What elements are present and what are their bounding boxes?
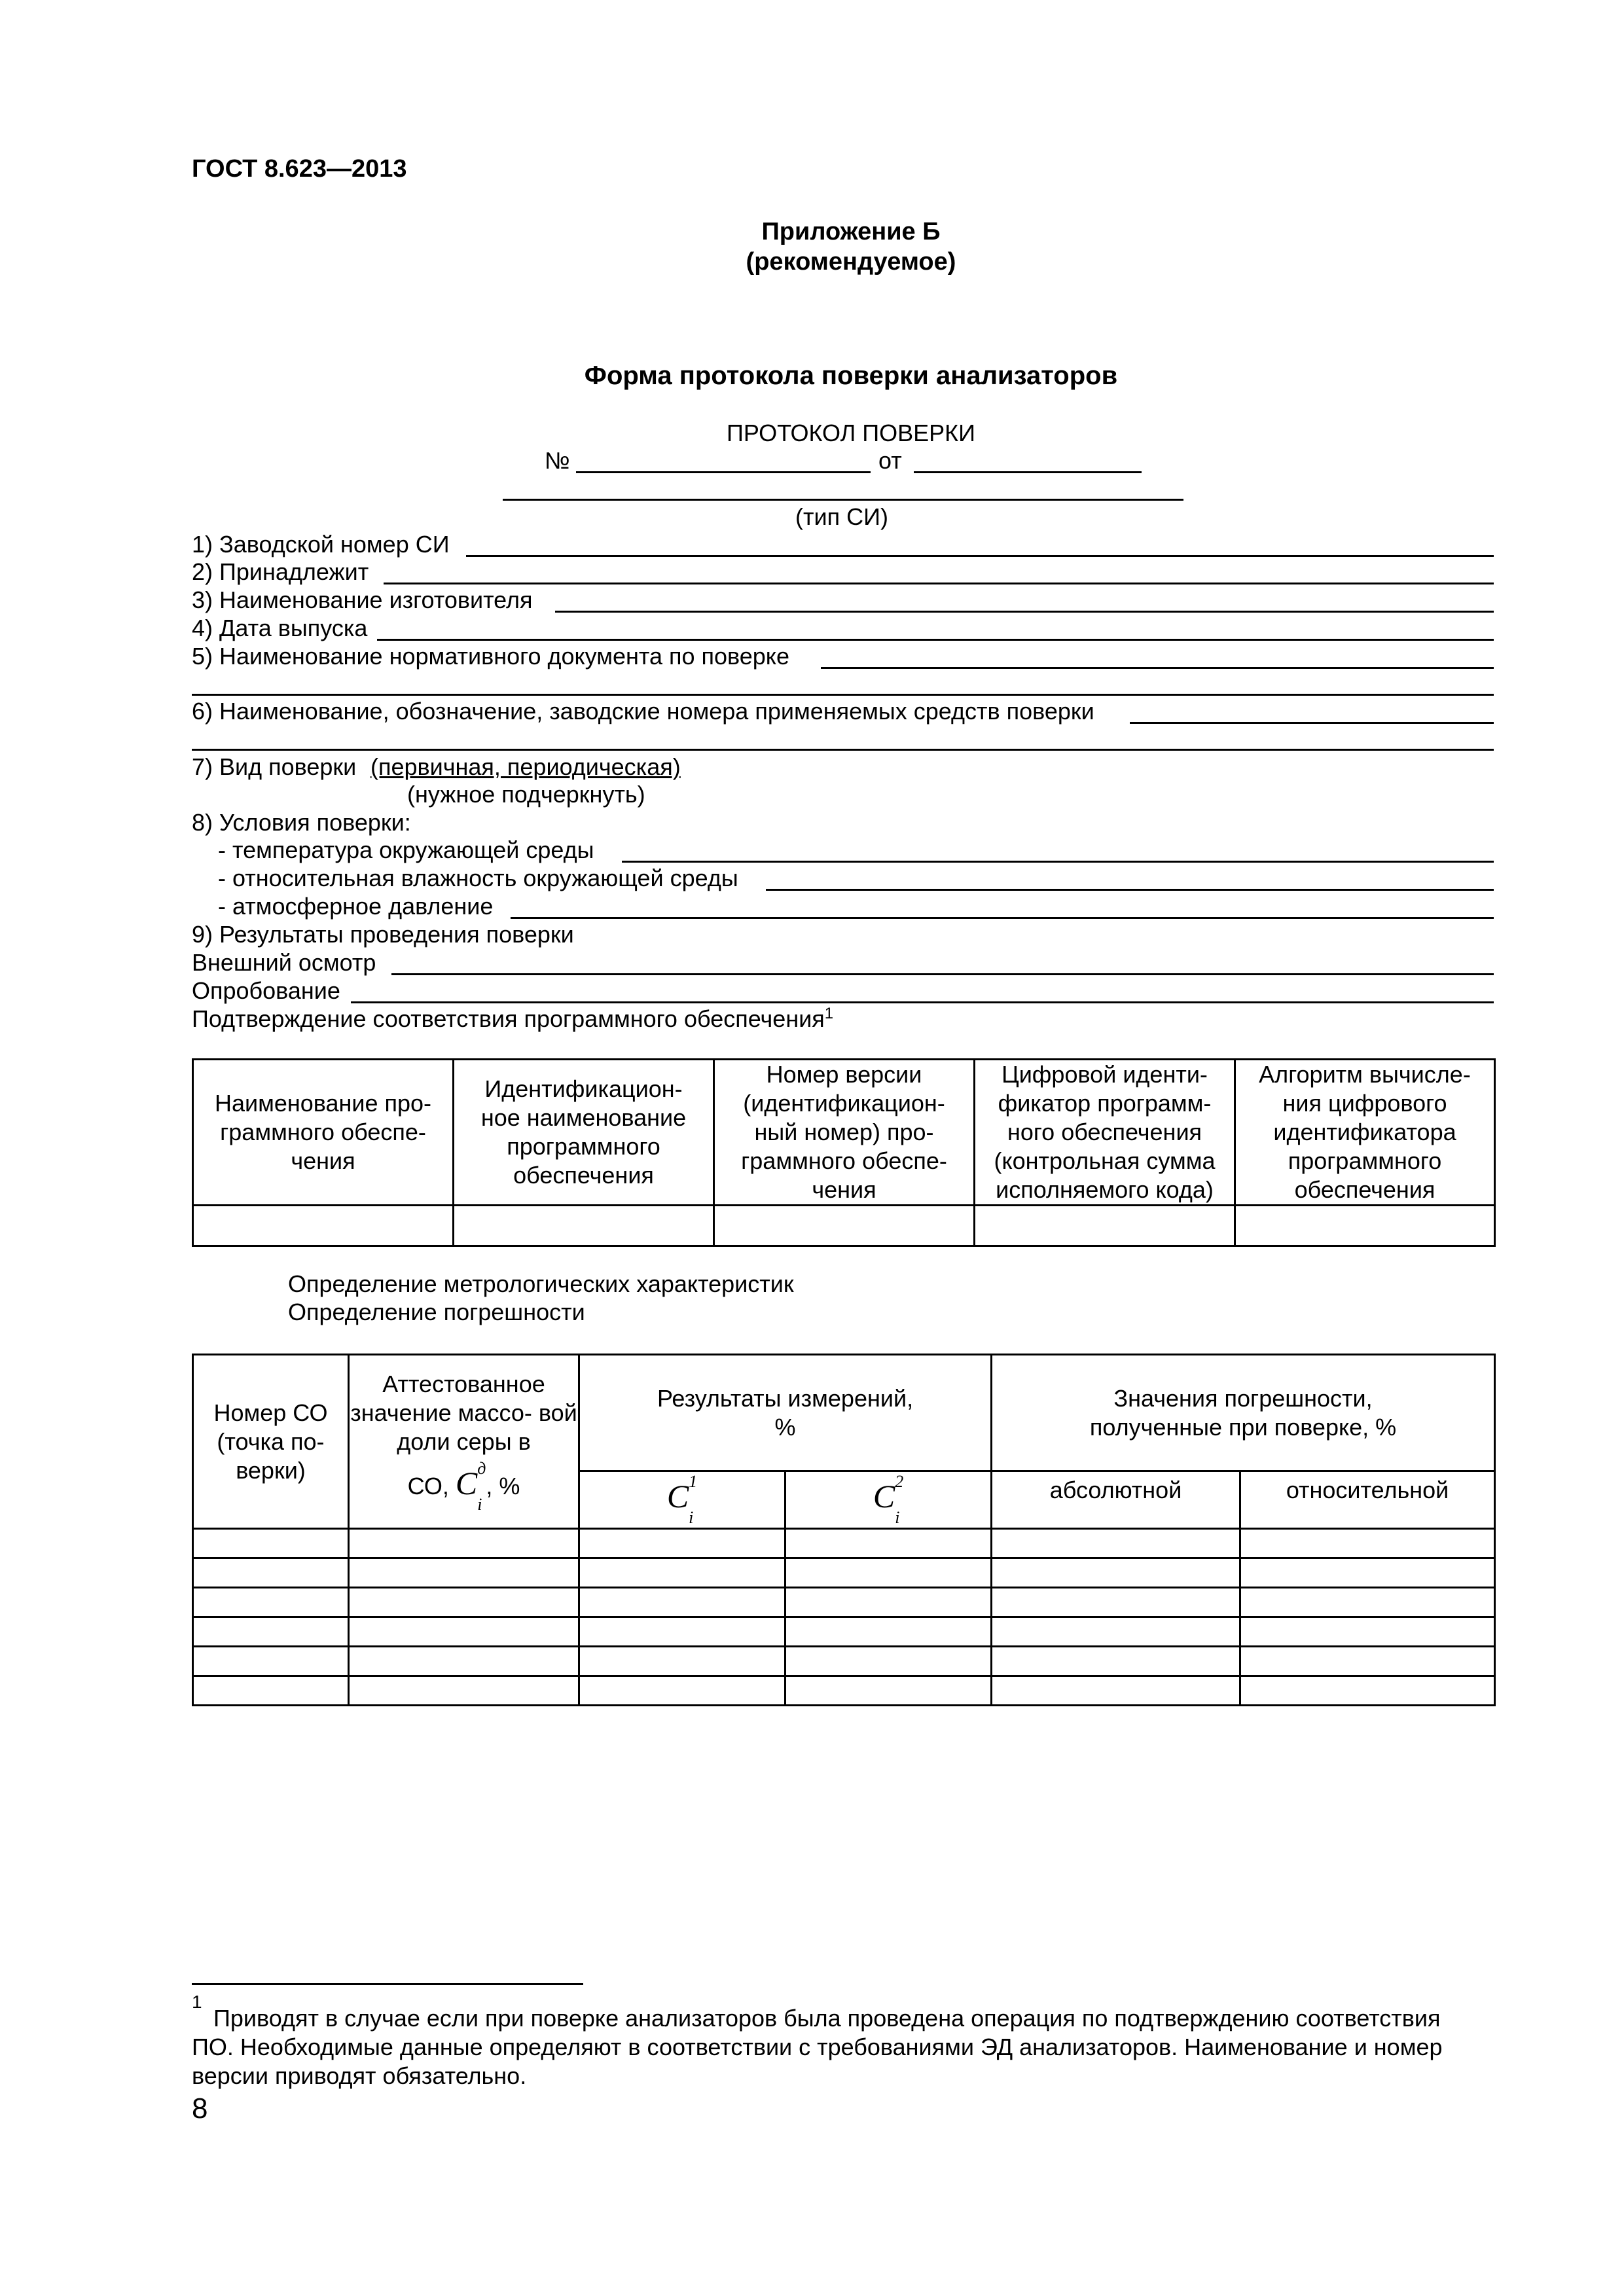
field-conditions-label: 8) Условия поверки: xyxy=(192,809,411,836)
table-cell[interactable] xyxy=(785,1676,992,1706)
field-software-label xyxy=(192,1005,833,1033)
software-name-header: Наименование про- граммного обеспе- чения xyxy=(193,1060,454,1206)
table-cell[interactable] xyxy=(349,1617,579,1647)
field-external-inspection-line[interactable] xyxy=(391,973,1494,975)
field-normative-doc-line[interactable] xyxy=(821,667,1494,669)
field-normative-doc-label: 5) Наименование нормативного документа по поверке xyxy=(192,643,789,670)
field-serial-line[interactable] xyxy=(466,555,1494,557)
ci-letter: C xyxy=(873,1477,895,1515)
field-equipment-line-2[interactable] xyxy=(192,749,1494,751)
field-humidity-label: - относительная влажность окружающей среды xyxy=(218,865,738,891)
field-humidity-line[interactable] xyxy=(766,889,1494,891)
table-cell[interactable] xyxy=(579,1647,785,1676)
protocol-number-field[interactable] xyxy=(576,471,871,473)
ci-letter: C xyxy=(666,1477,689,1515)
field-normative-doc-line-2[interactable] xyxy=(192,694,1494,696)
table-cell[interactable] xyxy=(193,1647,349,1676)
table-cell[interactable] xyxy=(785,1647,992,1676)
table-cell[interactable] xyxy=(193,1558,349,1588)
table-cell[interactable] xyxy=(193,1617,349,1647)
table-cell[interactable] xyxy=(992,1647,1240,1676)
ci-sup: 2 xyxy=(895,1472,904,1492)
table-cell[interactable] xyxy=(193,1206,454,1246)
ci2-header xyxy=(785,1471,992,1529)
software-version-header: Номер версии (идентификацион- ный номер) про- граммного обеспе- чения xyxy=(714,1060,975,1206)
table-cell[interactable] xyxy=(992,1676,1240,1706)
field-manufacturer-label: 3) Наименование изготовителя xyxy=(192,586,533,613)
table-cell[interactable] xyxy=(1235,1206,1495,1246)
field-issue-date-line[interactable] xyxy=(377,639,1494,641)
error-table-header-row xyxy=(193,1355,1495,1471)
table-row xyxy=(193,1617,1495,1647)
table-row xyxy=(193,1588,1495,1617)
table-cell[interactable] xyxy=(349,1676,579,1706)
ci-letter: C xyxy=(455,1464,478,1501)
table-cell[interactable] xyxy=(349,1558,579,1588)
certified-value-text: Аттестованное значение массо- вой доли серы в xyxy=(350,1371,577,1456)
annex-title: Приложение Б xyxy=(761,218,941,245)
field-verification-type-hint: (нужное подчеркнуть) xyxy=(407,781,645,808)
relative-error-header: относительной xyxy=(1240,1471,1495,1529)
document-header: ГОСТ 8.623—2013 xyxy=(192,155,407,183)
table-cell[interactable] xyxy=(454,1206,714,1246)
table-row xyxy=(193,1558,1495,1588)
table-cell[interactable] xyxy=(349,1647,579,1676)
table-cell[interactable] xyxy=(714,1206,975,1246)
annex-type: (рекомендуемое) xyxy=(746,248,956,276)
software-algorithm-header: Алгоритм вычисле- ния цифрового идентификатора программного обеспечения xyxy=(1235,1060,1495,1206)
protocol-title: ПРОТОКОЛ ПОВЕРКИ xyxy=(726,420,976,446)
table-cell[interactable] xyxy=(992,1617,1240,1647)
error-values-header: Значения погрешности, полученные при поверке, % xyxy=(992,1355,1495,1471)
ci-sub: i xyxy=(895,1507,900,1527)
table-cell[interactable] xyxy=(579,1617,785,1647)
reference-material-header: Номер СО (точка по- верки) xyxy=(193,1355,349,1529)
field-equipment-label: 6) Наименование, обозначение, заводские номера применяемых средств поверки xyxy=(192,698,1094,725)
table-row xyxy=(193,1206,1495,1246)
table-row xyxy=(193,1676,1495,1706)
footnote-text-line-2: ПО. Необходимые данные определяют в соответствии с требованиями ЭД анализаторов. Наименование и номер xyxy=(192,2034,1443,2060)
error-table xyxy=(192,1354,1496,1706)
software-label-text: Подтверждение соответствия программного обеспечения xyxy=(192,1005,825,1032)
protocol-date-label: от xyxy=(878,447,902,474)
error-heading: Определение погрешности xyxy=(288,1299,585,1325)
field-owner-label: 2) Принадлежит xyxy=(192,558,369,585)
field-results-label: 9) Результаты проведения поверки xyxy=(192,921,574,948)
field-temperature-label: - температура окружающей среды xyxy=(218,836,594,863)
software-id-name-header: Идентификацион- ное наименование программного обеспечения xyxy=(454,1060,714,1206)
table-cell[interactable] xyxy=(992,1529,1240,1558)
table-cell[interactable] xyxy=(992,1588,1240,1617)
footnote-divider xyxy=(192,1983,583,1985)
table-cell[interactable] xyxy=(579,1558,785,1588)
table-cell[interactable] xyxy=(193,1588,349,1617)
table-cell[interactable] xyxy=(1240,1617,1495,1647)
ci-sub: i xyxy=(477,1494,482,1514)
ci-sup: 1 xyxy=(689,1472,698,1492)
instrument-type-caption: (тип СИ) xyxy=(795,503,888,530)
table-cell[interactable] xyxy=(975,1206,1235,1246)
table-cell[interactable] xyxy=(579,1588,785,1617)
field-issue-date-label: 4) Дата выпуска xyxy=(192,615,368,641)
table-cell[interactable] xyxy=(1240,1647,1495,1676)
field-manufacturer-line[interactable] xyxy=(555,611,1494,613)
table-cell[interactable] xyxy=(785,1529,992,1558)
table-cell[interactable] xyxy=(349,1588,579,1617)
field-pressure-label: - атмосферное давление xyxy=(218,893,494,920)
instrument-type-field[interactable] xyxy=(503,499,1183,501)
protocol-date-field[interactable] xyxy=(914,471,1142,473)
table-cell[interactable] xyxy=(193,1529,349,1558)
co-label: СО, xyxy=(407,1472,449,1499)
table-cell[interactable] xyxy=(193,1676,349,1706)
table-cell[interactable] xyxy=(1240,1588,1495,1617)
unit-label: , % xyxy=(486,1472,520,1499)
ci-d-symbol xyxy=(455,1459,486,1514)
form-title: Форма протокола поверки анализаторов xyxy=(584,361,1118,390)
page-number: 8 xyxy=(192,2092,208,2125)
table-cell[interactable] xyxy=(579,1676,785,1706)
field-equipment-line[interactable] xyxy=(1130,722,1494,724)
ci-sub: i xyxy=(689,1507,694,1527)
footnote-text-line-3: версии приводят обязательно. xyxy=(192,2062,527,2089)
certified-value-symbol xyxy=(350,1460,578,1513)
field-owner-line[interactable] xyxy=(384,583,1494,584)
absolute-error-header: абсолютной xyxy=(992,1471,1240,1529)
table-cell[interactable] xyxy=(785,1588,992,1617)
table-cell[interactable] xyxy=(1240,1529,1495,1558)
table-cell[interactable] xyxy=(992,1558,1240,1588)
ci1-header xyxy=(579,1471,785,1529)
measurement-results-header: Результаты измерений, % xyxy=(579,1355,992,1471)
table-cell[interactable] xyxy=(1240,1676,1495,1706)
certified-value-header xyxy=(349,1355,579,1529)
protocol-number-label: № xyxy=(545,447,570,474)
table-cell[interactable] xyxy=(785,1558,992,1588)
software-table-header-row xyxy=(193,1060,1495,1206)
field-serial-label: 1) Заводской номер СИ xyxy=(192,531,450,558)
table-cell[interactable] xyxy=(349,1529,579,1558)
software-table xyxy=(192,1058,1496,1247)
table-cell[interactable] xyxy=(785,1617,992,1647)
field-verification-type-label: 7) Вид поверки xyxy=(192,753,357,780)
ci-sup: д xyxy=(477,1459,486,1479)
footnote-mark: 1 xyxy=(192,1992,202,2012)
table-cell[interactable] xyxy=(1240,1558,1495,1588)
field-pressure-line[interactable] xyxy=(511,917,1494,919)
table-row xyxy=(193,1529,1495,1558)
field-external-inspection-label: Внешний осмотр xyxy=(192,949,376,976)
software-digital-id-header: Цифровой иденти- фикатор программ- ного обеспечения (контрольная сумма исполняемого кода) xyxy=(975,1060,1235,1206)
field-temperature-line[interactable] xyxy=(622,861,1494,863)
field-verification-type-options[interactable]: (первичная, периодическая) xyxy=(370,753,681,780)
field-testing-label: Опробование xyxy=(192,977,340,1004)
metrology-heading: Определение метрологических характеристик xyxy=(288,1270,794,1297)
footnote-text-line-1: Приводят в случае если при поверке анализаторов была проведена операция по подтверждению соответствия xyxy=(213,2005,1441,2032)
table-cell[interactable] xyxy=(579,1529,785,1558)
table-row xyxy=(193,1647,1495,1676)
footnote-ref: 1 xyxy=(824,1005,834,1022)
field-testing-line[interactable] xyxy=(351,1001,1494,1003)
